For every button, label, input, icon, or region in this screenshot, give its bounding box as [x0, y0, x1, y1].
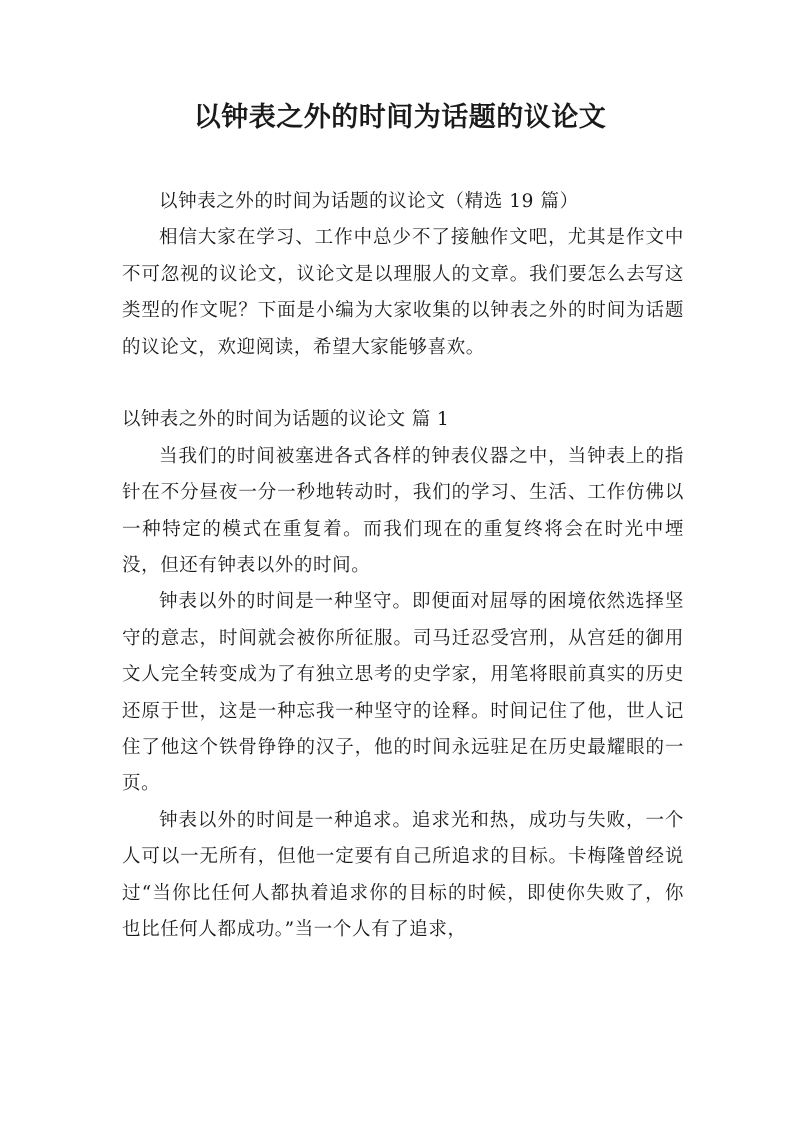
intro-paragraph: 相信大家在学习、工作中总少不了接触作文吧，尤其是作文中不可忽视的议论文，议论文是以理服人的文章。我们要怎么去写这类型的作文呢？下面是小编为大家收集的以钟表之外的时间为话题的议论文，欢迎阅读，希望大家能够喜欢。 [122, 227, 684, 358]
body-paragraph: 当我们的时间被塞进各式各样的钟表仪器之中，当钟表上的指针在不分昼夜一分一秒地转动时，我们的学习、生活、工作仿佛以一种特定的模式在重复着。而我们现在的重复终将会在时光中堙没，但还有钟表以外的时间。 [122, 445, 684, 577]
paragraph-spacer [122, 366, 684, 402]
body-paragraph: 钟表以外的时间是一种坚守。即便面对屈辱的困境依然选择坚守的意志，时间就会被你所征服。司马迁忍受宫刑，从宫廷的御用文人完全转变成为了有独立思考的史学家，用笔将眼前真实的历史还原于世，这是一种忘我一种坚守的诠释。时间记住了他，世人记住了他这个铁骨铮铮的汉子，他的时间永远驻足在历史最耀眼的一页。 [122, 591, 684, 795]
body-paragraph: 钟表以外的时间是一种追求。追求光和热，成功与失败，一个人可以一无所有，但他一定要有自己所追求的目标。卡梅隆曾经说过“当你比任何人都执着追求你的目标的时候，即使你失败了，你也比任何人都成功。”当一个人有了追求， [122, 809, 684, 941]
document-body [122, 184, 684, 949]
document-subtitle: 以钟表之外的时间为话题的议论文（精选 19 篇） [159, 191, 579, 212]
section-heading: 以钟表之外的时间为话题的议论文 篇 1 [122, 409, 450, 431]
document-title: 以钟表之外的时间为话题的议论文 [193, 102, 607, 133]
